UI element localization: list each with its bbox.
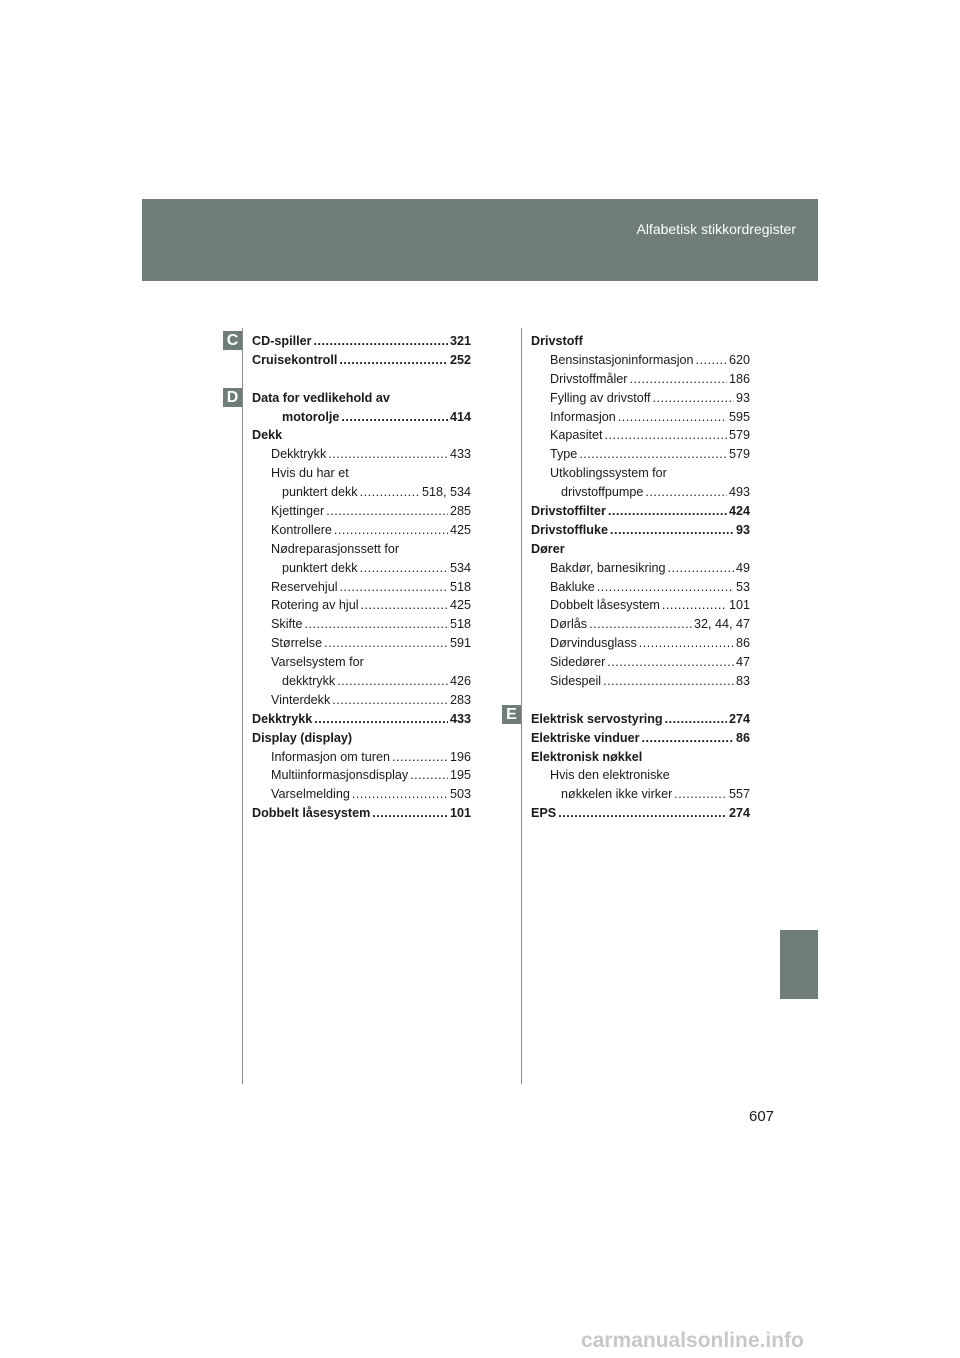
entry-page: 425	[449, 522, 471, 537]
section-header	[142, 199, 818, 281]
index-entry	[252, 785, 471, 804]
entry-term: Drivstoffmåler	[550, 371, 628, 386]
index-entry	[252, 766, 471, 785]
leader-dots	[608, 502, 727, 521]
entry-term: Drivstoffluke	[531, 522, 608, 537]
entry-page: 620	[728, 352, 750, 367]
entry-term: Kapasitet	[550, 428, 603, 443]
index-entry	[531, 408, 750, 427]
entry-term: Elektriske vinduer	[531, 730, 640, 745]
leader-dots	[313, 332, 448, 351]
leader-dots	[665, 710, 727, 729]
page-number: 607	[749, 1108, 775, 1125]
index-entry	[531, 596, 750, 615]
index-entry	[252, 672, 471, 691]
letter-marker-d: D	[223, 388, 242, 407]
entry-page: 579	[728, 447, 750, 462]
entry-term: Rotering av hjul	[271, 598, 359, 613]
index-spacer	[252, 370, 471, 389]
index-entry	[252, 596, 471, 615]
entry-term: Elektrisk servostyring	[531, 711, 663, 726]
leader-dots	[314, 710, 448, 729]
entry-term: Dekktrykk	[271, 447, 327, 462]
leader-dots	[579, 445, 727, 464]
entry-page: 195	[449, 768, 471, 783]
entry-term: Elektronisk nøkkel	[531, 749, 643, 764]
entry-term: Hvis du har et	[271, 466, 349, 481]
entry-page: 93	[735, 390, 750, 405]
leader-dots	[605, 426, 727, 445]
entry-term: Sidespeil	[550, 674, 602, 689]
entry-term: punktert dekk	[282, 485, 358, 500]
entry-term: Dobbelt låsesystem	[550, 598, 660, 613]
leader-dots	[653, 389, 734, 408]
index-entry	[531, 540, 750, 559]
entry-page: 285	[449, 504, 471, 519]
entry-term: Dekk	[252, 428, 283, 443]
leader-dots	[668, 559, 734, 578]
entry-page: 595	[728, 409, 750, 424]
index-entry	[531, 634, 750, 653]
entry-page: 47	[735, 655, 750, 670]
index-entry	[531, 332, 750, 351]
leader-dots	[305, 615, 448, 634]
index-entry	[252, 389, 471, 408]
index-entry	[252, 559, 471, 578]
entry-term: Data for vedlikehold av	[252, 390, 390, 405]
entry-page: 321	[449, 334, 471, 348]
index-entry	[252, 502, 471, 521]
index-entry	[252, 615, 471, 634]
entry-term: Informasjon	[550, 409, 616, 424]
middle-divider	[521, 328, 522, 1084]
entry-page: 579	[728, 428, 750, 443]
entry-page: 518	[449, 617, 471, 632]
entry-page: 518, 534	[421, 485, 471, 500]
entry-term: Dekktrykk	[252, 711, 313, 726]
entry-page: 493	[728, 485, 750, 500]
entry-term: Display (display)	[252, 730, 353, 745]
entry-term: Bakluke	[550, 579, 595, 594]
index-entry	[531, 370, 750, 389]
letter-marker-e: E	[502, 705, 521, 724]
entry-term: Fylling av drivstoff	[550, 390, 651, 405]
entry-term: Dørlås	[550, 617, 588, 632]
index-column-right	[531, 332, 750, 823]
entry-term: Sidedører	[550, 655, 606, 670]
leader-dots	[372, 804, 448, 823]
entry-term: drivstoffpumpe	[561, 485, 644, 500]
leader-dots	[696, 351, 727, 370]
index-entry	[531, 804, 750, 823]
index-entry	[252, 653, 471, 672]
index-entry	[531, 351, 750, 370]
leader-dots	[642, 729, 734, 748]
leader-dots	[674, 785, 727, 804]
entry-page: 101	[728, 598, 750, 613]
entry-term: Vinterdekk	[271, 692, 331, 707]
entry-term: EPS	[531, 806, 557, 821]
entry-term: Dobbelt låsesystem	[252, 806, 371, 821]
leader-dots	[629, 370, 727, 389]
index-entry	[531, 426, 750, 445]
entry-term: Kontrollere	[271, 522, 332, 537]
index-entry	[252, 540, 471, 559]
entry-page: 425	[449, 598, 471, 613]
entry-term: Bakdør, barnesikring	[550, 560, 666, 575]
index-entry	[531, 748, 750, 767]
leader-dots	[341, 408, 448, 427]
entry-term: Hvis den elektroniske	[550, 768, 670, 783]
index-entry	[531, 653, 750, 672]
entry-page: 196	[449, 749, 471, 764]
header-title: Alfabetisk stikkordregister	[636, 221, 796, 237]
entry-term: Drivstoffilter	[531, 504, 606, 519]
leader-dots	[332, 691, 448, 710]
index-entry	[531, 464, 750, 483]
index-entry	[531, 389, 750, 408]
entry-page: 101	[449, 806, 471, 821]
leader-dots	[639, 634, 734, 653]
entry-term: Kjettinger	[271, 504, 325, 519]
leader-dots	[324, 634, 448, 653]
index-entry	[531, 672, 750, 691]
entry-page: 93	[735, 522, 750, 537]
index-entry	[252, 729, 471, 748]
leader-dots	[607, 653, 734, 672]
leader-dots	[360, 483, 420, 502]
entry-term: Reservehjul	[271, 579, 338, 594]
entry-page: 433	[449, 447, 471, 462]
index-entry	[252, 804, 471, 823]
leader-dots	[337, 672, 448, 691]
leader-dots	[352, 785, 448, 804]
index-entry	[252, 521, 471, 540]
index-entry	[531, 502, 750, 521]
entry-page: 591	[449, 636, 471, 651]
leader-dots	[662, 596, 727, 615]
entry-term: Varselmelding	[271, 787, 350, 802]
index-entry	[252, 710, 471, 729]
leader-dots	[392, 748, 448, 767]
entry-term: punktert dekk	[282, 560, 358, 575]
entry-page: 274	[728, 806, 750, 821]
index-entry	[531, 521, 750, 540]
entry-term: Nødreparasjonssett for	[271, 541, 400, 556]
leader-dots	[328, 445, 448, 464]
leader-dots	[618, 408, 727, 427]
index-entry	[531, 729, 750, 748]
leader-dots	[326, 502, 448, 521]
index-entry	[252, 483, 471, 502]
entry-term: Varselsystem for	[271, 655, 364, 670]
entry-term: dekktrykk	[282, 674, 336, 689]
index-entry	[252, 634, 471, 653]
entry-term: Utkoblingssystem for	[550, 466, 667, 481]
leader-dots	[589, 615, 692, 634]
index-entry	[252, 464, 471, 483]
entry-page: 53	[735, 579, 750, 594]
entry-term: Type	[550, 447, 578, 462]
entry-term: Bensinstasjoninformasjon	[550, 352, 694, 367]
chapter-tab	[780, 930, 818, 999]
entry-page: 534	[449, 560, 471, 575]
leader-dots	[339, 351, 448, 370]
entry-page: 433	[449, 711, 471, 726]
leader-dots	[410, 766, 448, 785]
entry-page: 274	[728, 711, 750, 726]
index-entry	[252, 691, 471, 710]
entry-term: Cruisekontroll	[252, 352, 338, 367]
entry-term: CD-spiller	[252, 334, 312, 348]
index-entry	[531, 559, 750, 578]
entry-page: 426	[449, 674, 471, 689]
entry-page: 252	[449, 352, 471, 367]
left-divider	[242, 328, 243, 1084]
leader-dots	[340, 578, 448, 597]
entry-page: 32, 44, 47	[693, 617, 750, 632]
entry-page: 503	[449, 787, 471, 802]
entry-page: 283	[449, 692, 471, 707]
index-spacer	[531, 691, 750, 710]
entry-page: 557	[728, 787, 750, 802]
index-entry	[252, 332, 471, 351]
entry-term: Størrelse	[271, 636, 323, 651]
index-entry	[531, 785, 750, 804]
letter-marker-c: C	[223, 331, 242, 350]
index-entry	[252, 748, 471, 767]
leader-dots	[597, 578, 734, 597]
entry-page: 414	[449, 409, 471, 424]
index-entry	[531, 445, 750, 464]
index-entry	[252, 578, 471, 597]
leader-dots	[558, 804, 727, 823]
entry-page: 186	[728, 371, 750, 386]
entry-page: 86	[735, 636, 750, 651]
leader-dots	[361, 596, 448, 615]
entry-term: nøkkelen ikke virker	[561, 787, 673, 802]
index-entry	[531, 578, 750, 597]
leader-dots	[610, 521, 734, 540]
index-entry	[252, 351, 471, 370]
entry-page: 83	[735, 674, 750, 689]
leader-dots	[360, 559, 448, 578]
entry-page: 424	[728, 504, 750, 519]
entry-term: Drivstoff	[531, 334, 583, 348]
entry-term: Skifte	[271, 617, 303, 632]
entry-term: Dørvindusglass	[550, 636, 637, 651]
entry-term: Informasjon om turen	[271, 749, 390, 764]
index-entry	[252, 408, 471, 427]
entry-page: 49	[735, 560, 750, 575]
leader-dots	[603, 672, 734, 691]
leader-dots	[334, 521, 448, 540]
entry-term: Multiinformasjonsdisplay	[271, 768, 409, 783]
entry-page: 86	[735, 730, 750, 745]
entry-term: Dører	[531, 541, 565, 556]
leader-dots	[645, 483, 727, 502]
index-column-left	[252, 332, 471, 823]
entry-term: motorolje	[282, 409, 340, 424]
index-entry	[252, 426, 471, 445]
index-entry	[531, 615, 750, 634]
index-entry	[531, 483, 750, 502]
index-entry	[531, 766, 750, 785]
watermark: carmanualsonline.info	[581, 1329, 804, 1352]
entry-page: 518	[449, 579, 471, 594]
index-entry	[252, 445, 471, 464]
index-entry	[531, 710, 750, 729]
